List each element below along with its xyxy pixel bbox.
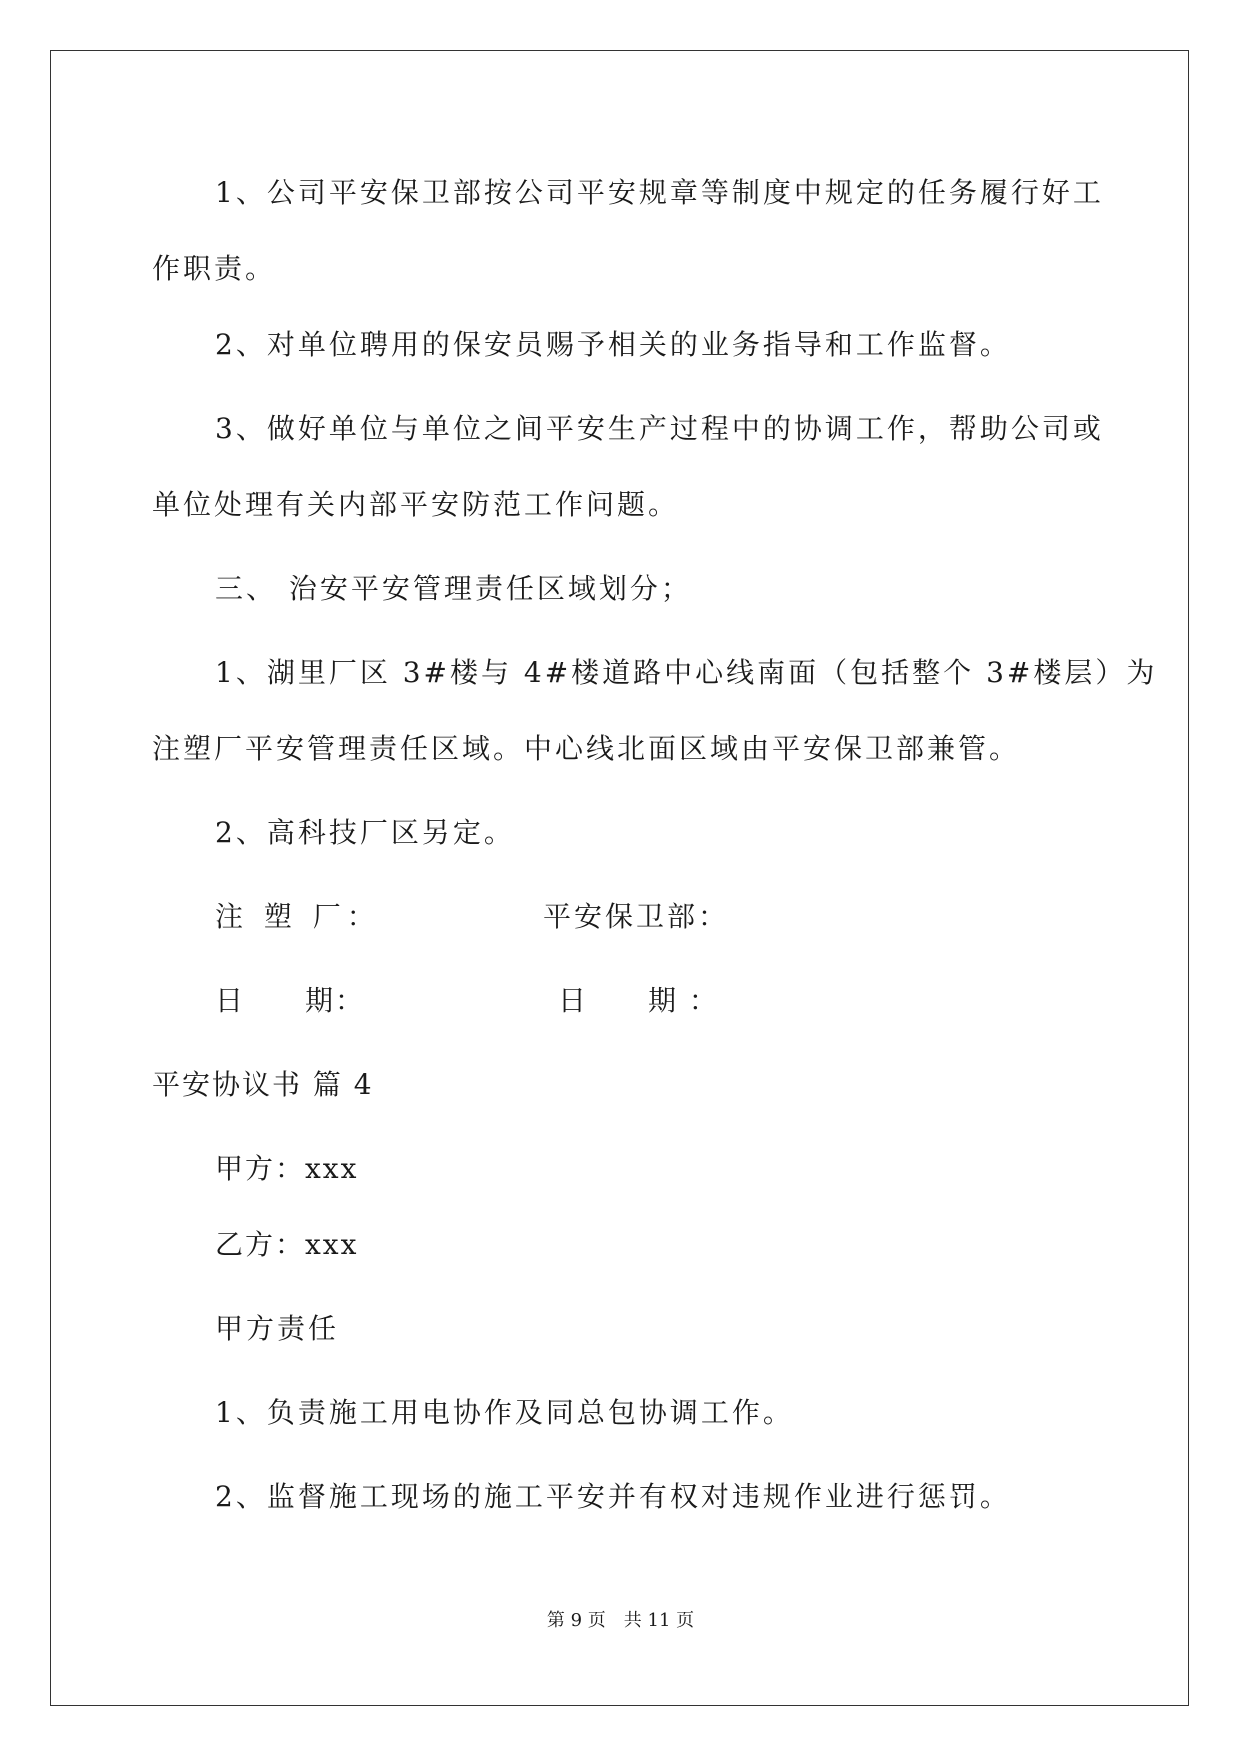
paragraph-5: 2、高科技厂区另定。 [215,816,515,849]
paragraph-3-line-2: 单位处理有关内部平安防范工作问题。 [152,488,680,521]
party-b: 乙方：xxx [215,1228,359,1261]
paragraph-4-line-1: 1、湖里厂区 3#楼与 4#楼道路中心线南面（包括整个 3#楼层）为 [215,656,1158,689]
party-a: 甲方：xxx [215,1152,359,1185]
signature-left-date: 日 期： [215,984,366,1017]
paragraph-2: 2、对单位聘用的保安员赐予相关的业务指导和工作监督。 [215,328,1011,361]
page-number-footer: 第 9 页 共 11 页 [546,1610,695,1631]
duty-1: 1、负责施工用电协作及同总包协调工作。 [215,1396,794,1429]
paragraph-1-line-1: 1、公司平安保卫部按公司平安规章等制度中规定的任务履行好工 [215,176,1104,209]
paragraph-1-line-2: 作职责。 [152,252,277,285]
page-border [50,50,1189,1706]
duty-2: 2、监督施工现场的施工平安并有权对违规作业进行惩罚。 [215,1480,1011,1513]
signature-right-party: 平安保卫部： [543,900,730,933]
paragraph-3-line-1: 3、做好单位与单位之间平安生产过程中的协调工作，帮助公司或 [215,412,1104,445]
party-a-duty-heading: 甲方责任 [215,1312,340,1345]
article-4-title: 平安协议书 篇 4 [152,1068,374,1101]
signature-right-date: 日 期 ： [558,984,719,1017]
signature-left-party: 注 塑 厂： [215,900,381,933]
paragraph-4-line-2: 注塑厂平安管理责任区域。中心线北面区域由平安保卫部兼管。 [152,732,1021,765]
section-3-heading: 三、 治安平安管理责任区域划分； [215,572,692,605]
